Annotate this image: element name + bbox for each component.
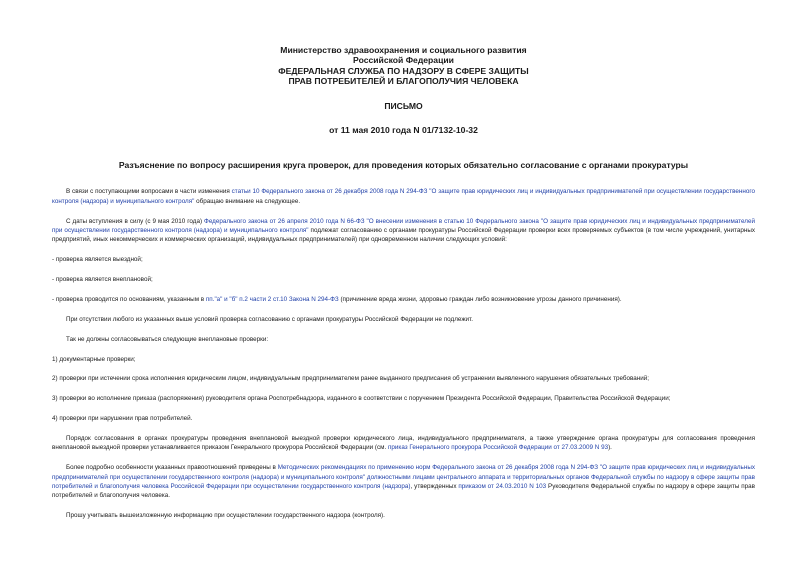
condition-1: - проверка является выездной; [52,256,143,264]
methodical-recommendations-link[interactable]: Методических рекомендациях по применению норм Федерального закона от 26 декабря 2008 года N 294-ФЗ "О защите прав юридических лиц и индивидуальных предпринимателей при осуществлении государственного контроля (надзора) и муниципального контроля" должностными лицами центрального аппарата и территориальных органов Федеральной службы по надзору в сфере защиты прав потребителей и благополучия человека Российской Федерации при осуществлении государственного контроля (надзора) [52,464,755,490]
document-header [52,0,755,135]
paragraph-6-text: Более подробно особенности указанных правоотношений приведены в [66,464,278,472]
paragraph-1-text-end: обращаю внимание на следующее. [194,197,301,205]
paragraph-6-text-end: Руководителя Федеральной службы по надзору в сфере защиты прав потребителей и благополучия человека. [52,482,756,500]
paragraph-2-text-end: подлежат согласованию с органами прокуратуры Российской Федерации проверки всех проверяемых субъектов (в том числе учреждений, унитарных предприятий, иных некоммерческих и коммерческих организаций, индивидуальных предпринимателей) при одновременном наличии следующих условий: [52,226,756,244]
law-294-fz-article-10-link[interactable]: статьи 10 Федерального закона от 26 декабря 2008 года N 294-ФЗ "О защите прав юридических лиц и индивидуальных предпринимателей при осуществлении государственного контроля (надзора) и муниципального контроля" [52,188,755,205]
service-line-1: ФЕДЕРАЛЬНАЯ СЛУЖБА ПО НАДЗОРУ В СФЕРЕ ЗАЩИТЫ [278,65,529,76]
paragraph-2 [52,217,755,245]
paragraph-3: При отсутствии любого из указанных выше условий проверка согласованию с органами прокуратуры Российской Федерации не подлежит. [66,315,473,323]
ministry-line-1: Министерство здравоохранения и социального развития [280,45,527,55]
condition-2: - проверка является внеплановой; [52,276,153,283]
document-subject: Разъяснение по вопросу расширения круга проверок, для проведения которых обязательно согласование с органами прокуратуры [118,160,689,171]
paragraph-2-text: С даты вступления в силу (с 9 мая 2010 года) [66,217,205,225]
paragraph-5-text-end: ). [608,444,612,452]
condition-3-text-end: (причинение вреда жизни, здоровью граждан либо возникновение угрозы данного причинения). [338,295,622,303]
paragraph-4: Так не должны согласовываться следующие внеплановые проверки: [66,335,269,343]
law-294-fz-clause-link[interactable]: пп."а" и "б" п.2 части 2 ст.10 Закона N 294-ФЗ [205,295,339,303]
law-66-fz-link[interactable]: Федерального закона от 26 апреля 2010 года N 66-ФЗ "О внесении изменения в статью 10 Федерального закона "О защите прав юридических лиц и индивидуальных предпринимателей при осуществлении государственного контроля (надзора) и муниципального контроля" [52,217,755,234]
order-103-link[interactable]: приказом от 24.03.2010 N 103 [458,482,547,490]
paragraph-5 [52,434,755,453]
document-type: ПИСЬМО [384,100,423,111]
document-date: от 11 мая 2010 года N 01/7132-10-32 [329,125,478,136]
list-item-4: 4) проверки при нарушении прав потребителей. [52,415,193,423]
paragraph-7: Прошу учитывать вышеизложенную информацию при осуществлении государственного надзора (контроля). [66,512,385,520]
paragraph-6 [52,463,755,500]
paragraph-6-text-mid: , утвержденных [410,482,459,490]
list-item-2: 2) проверки при истечении срока исполнения юридическим лицом, индивидуальным предпринимателем ранее выданного предписания об устранении выявленного нарушения обязательных требований; [52,375,650,383]
list-item-3: 3) проверки во исполнение приказа (распоряжения) руководителя органа Роспотребнадзора, изданного в соответствии с поручением Президента Российской Федерации, Правительства Российской Федерации; [52,395,671,403]
list-item-1: 1) документарные проверки; [52,355,136,363]
condition-3 [52,295,755,304]
service-line-2: ПРАВ ПОТРЕБИТЕЛЕЙ И БЛАГОПОЛУЧИЯ ЧЕЛОВЕКА [288,76,519,87]
document-body [52,187,755,520]
paragraph-5-text: Порядок согласования в органах прокуратуры проведения внеплановой выездной проверки юридического лица, индивидуального предпринимателя, а также утверждение органа прокуратуры для согласования проведения внеплановой выездной проверки устанавливается приказом Генерального прокурора Российской Федерации (см. [52,435,755,452]
ministry-line-2: Российской Федерации [353,55,454,66]
paragraph-1-text: В связи с поступающими вопросами в части изменения [66,188,232,196]
paragraph-1 [52,187,755,206]
condition-3-text: - проверка проводится по основаниям, указанным в [52,295,206,303]
prosecutor-order-93-link[interactable]: приказ Генерального прокурора Российской Федерации от 27.03.2009 N 93 [388,444,609,452]
